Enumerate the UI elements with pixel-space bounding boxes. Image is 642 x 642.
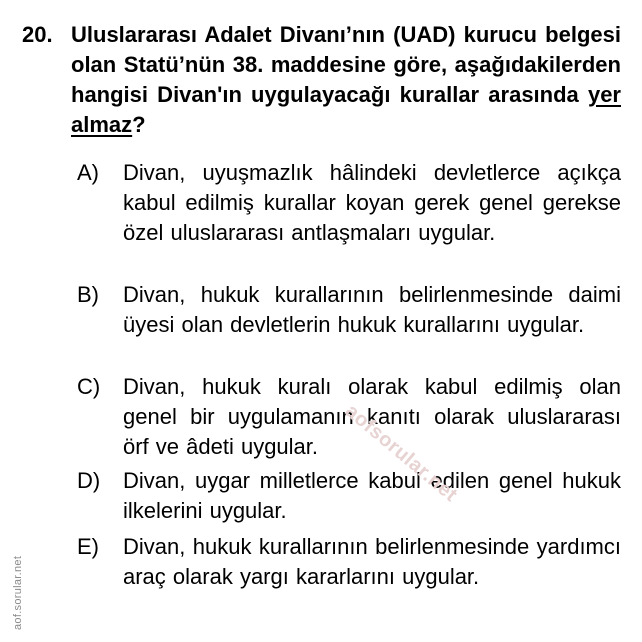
option-a-letter[interactable]: A) bbox=[77, 160, 99, 185]
option-b-letter[interactable]: B) bbox=[77, 282, 99, 307]
option-c-letter[interactable]: C) bbox=[77, 374, 101, 399]
option-a-text[interactable]: Divan, uyuşmazlık hâlindeki devletlerce açıkça kabul edilmiş kurallar koyan gerek genel gerekse özel uluslararası antlaşmaları uygular. bbox=[123, 160, 621, 245]
question-mark: ? bbox=[132, 112, 146, 137]
underlined-word-yer: yer bbox=[587, 82, 621, 107]
question-number: 20. bbox=[22, 22, 53, 47]
question-body: Uluslararası Adalet Divanı’nın (UAD) kurucu belgesi olan Statü’nün 38. maddesine göre, aşağıdakilerden hangisi Divan'ın uygulayacağı kurallar arasında bbox=[71, 22, 621, 107]
option-c-text[interactable]: Divan, hukuk kuralı olarak kabul edilmiş olan genel bir uygulamanın kanıtı olarak uluslararası örf ve âdeti uygular. bbox=[123, 374, 621, 459]
option-d-letter[interactable]: D) bbox=[77, 468, 101, 493]
diagonal-watermark: aofsorular.net bbox=[340, 400, 462, 507]
question-text bbox=[71, 20, 621, 140]
option-e-letter[interactable]: E) bbox=[77, 534, 99, 559]
side-watermark: aof.sorular.net bbox=[12, 555, 24, 630]
option-d-text[interactable]: Divan, uygar milletlerce kabul edilen genel hukuk ilkelerini uygular. bbox=[123, 468, 621, 523]
option-b-text[interactable]: Divan, hukuk kurallarının belirlenmesinde daimi üyesi olan devletlerin hukuk kurallarını uygular. bbox=[123, 282, 621, 337]
option-e-text[interactable]: Divan, hukuk kurallarının belirlenmesinde yardımcı araç olarak yargı kararlarını uygular. bbox=[123, 534, 621, 589]
underlined-word-almaz: almaz bbox=[71, 112, 133, 137]
